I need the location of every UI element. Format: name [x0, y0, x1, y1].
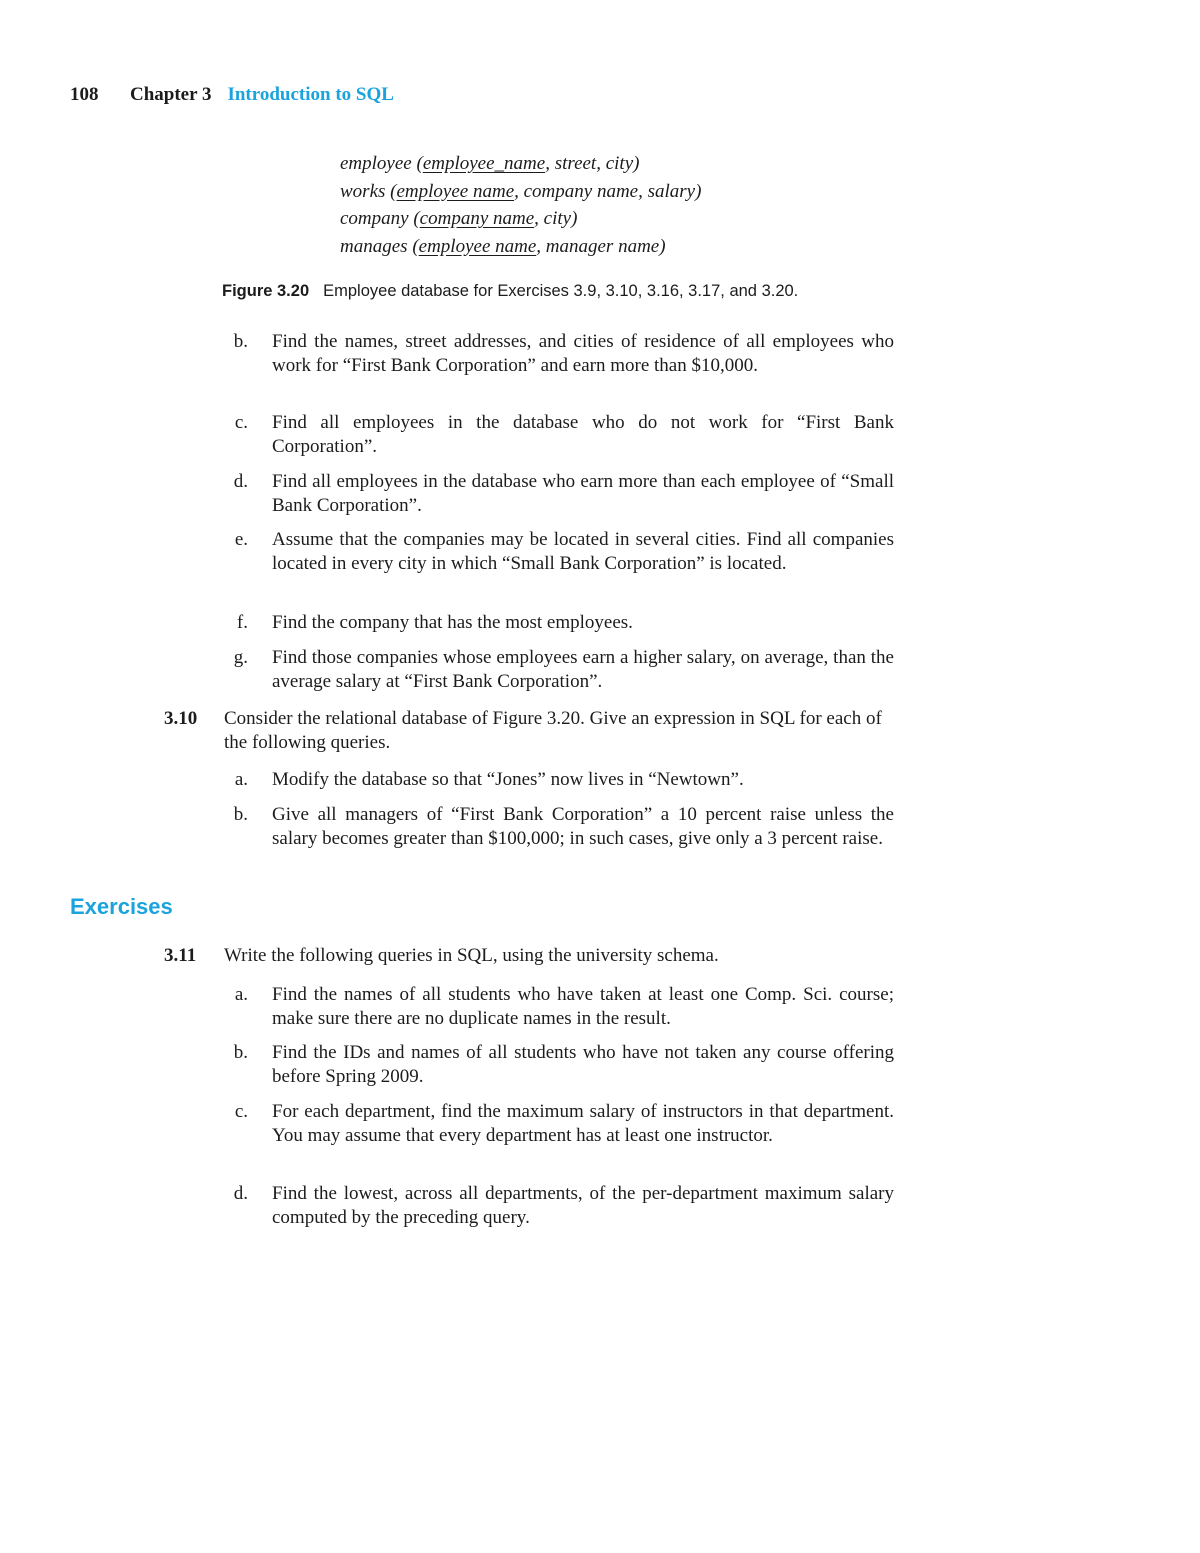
exercise-number: 3.11 [164, 945, 197, 966]
schema-works: works (employee name, company name, salary) [340, 180, 702, 202]
page-number: 108 [70, 84, 99, 105]
figure-caption [222, 282, 798, 301]
figure-label: Figure 3.20 [222, 282, 310, 300]
schema-employee: employee (employee_name, street, city) [340, 153, 640, 174]
exercise-text: Write the following queries in SQL, using the university schema. [224, 945, 719, 966]
exercise-text: Consider the relational database of Figure 3.20. Give an expression in SQL for each of the following queries. [224, 708, 882, 753]
section-heading: Exercises [70, 894, 173, 919]
exercise-number: 3.10 [164, 708, 198, 729]
schema-list [340, 150, 701, 260]
chapter-label: Chapter 3 [130, 84, 212, 105]
schema-company: company (company name, city) [340, 208, 578, 229]
schema-manages: manages (employee name, manager name) [340, 235, 666, 257]
figure-caption-text: Employee database for Exercises 3.9, 3.10, 3.16, 3.17, and 3.20. [323, 282, 799, 300]
chapter-title: Introduction to SQL [227, 84, 394, 105]
page-header [70, 84, 394, 106]
